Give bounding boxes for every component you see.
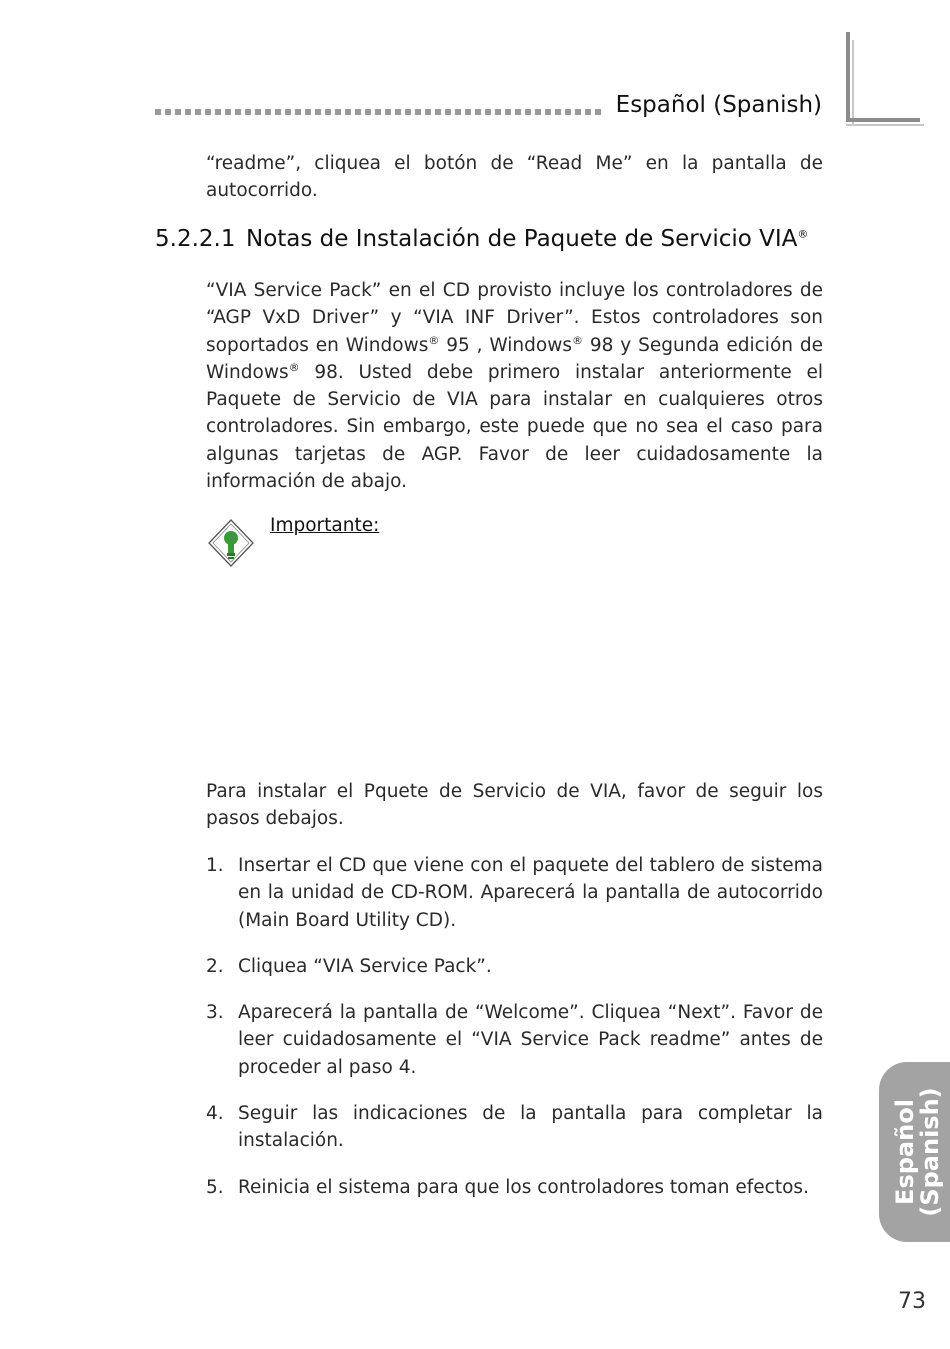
side-tab-line-1: Español <box>891 1099 919 1205</box>
list-item <box>206 999 823 1081</box>
corner-mark-horizontal-shadow <box>846 124 924 126</box>
body-text-3: 98 y Segunda edición de Windows <box>206 334 823 383</box>
step-number: 2. <box>206 955 224 977</box>
step-number: 1. <box>206 855 224 876</box>
registered-mark: ® <box>288 360 300 374</box>
section-title: Notas de Instalación de Paquete de Servicio VIA <box>246 226 798 252</box>
side-tab-line-2: (Spanish) <box>916 1087 944 1217</box>
step-text: Aparecerá la pantalla de “Welcome”. Cliquea “Next”. Favor de leer cuidadosamente el “VIA Service Pack readme” antes de proceder al paso 4. <box>238 1002 823 1078</box>
step-text: Insertar el CD que viene con el paquete del tablero de sistema en la unidad de CD-ROM. Aparecerá la pantalla de autocorrido (Main Board Utility CD). <box>238 855 823 931</box>
section-number: 5.2.2.1 <box>155 226 236 252</box>
step-text: Cliquea “VIA Service Pack”. <box>238 955 492 977</box>
body-text-1: “VIA Service Pack” en el CD provisto incluye los controladores de “AGP VxD Driver” y “VIA INF Driver”. Estos controladores son soportados en Windows <box>206 280 823 356</box>
intro-paragraph: “readme”, cliquea el botón de “Read Me” en la pantalla de autocorrido. <box>206 153 823 202</box>
header-title: Español (Spanish) <box>615 92 822 118</box>
registered-mark: ® <box>571 333 583 347</box>
list-item <box>206 1174 823 1201</box>
header-dotted-rule <box>155 109 601 115</box>
list-item <box>206 1100 823 1155</box>
step-number: 5. <box>206 1176 224 1198</box>
corner-mark <box>846 32 850 122</box>
important-label: Importante: <box>270 515 380 536</box>
corner-mark-shadow <box>852 40 854 126</box>
language-side-tab-label <box>893 1087 943 1216</box>
steps-intro: Para instalar el Pquete de Servicio de VIA, favor de seguir los pasos debajos. <box>206 781 823 830</box>
body-text-2: 95 , Windows <box>439 334 572 356</box>
list-item <box>206 852 823 934</box>
steps-list <box>206 852 823 1220</box>
list-item <box>206 953 823 980</box>
body-paragraph <box>206 277 823 495</box>
step-number: 3. <box>206 1002 224 1024</box>
body-text-4: 98. Usted debe primero instalar anteriormente el Paquete de Servicio de VIA para instalar en cualquieres otros controladores. Sin embargo, este puede que no sea el caso para algunas tarjetas de AGP. Favor de leer cuidadosamente la información de abajo. <box>206 361 823 493</box>
section-heading <box>155 226 808 252</box>
corner-mark-horizontal <box>846 118 920 122</box>
tip-icon <box>208 519 254 567</box>
registered-mark: ® <box>797 227 809 241</box>
step-number: 4. <box>206 1103 224 1125</box>
page-number: 73 <box>898 1289 926 1314</box>
step-text: Reinicia el sistema para que los controladores toman efectos. <box>238 1176 809 1198</box>
registered-mark: ® <box>428 333 440 347</box>
step-text: Seguir las indicaciones de la pantalla para completar la instalación. <box>238 1103 823 1152</box>
